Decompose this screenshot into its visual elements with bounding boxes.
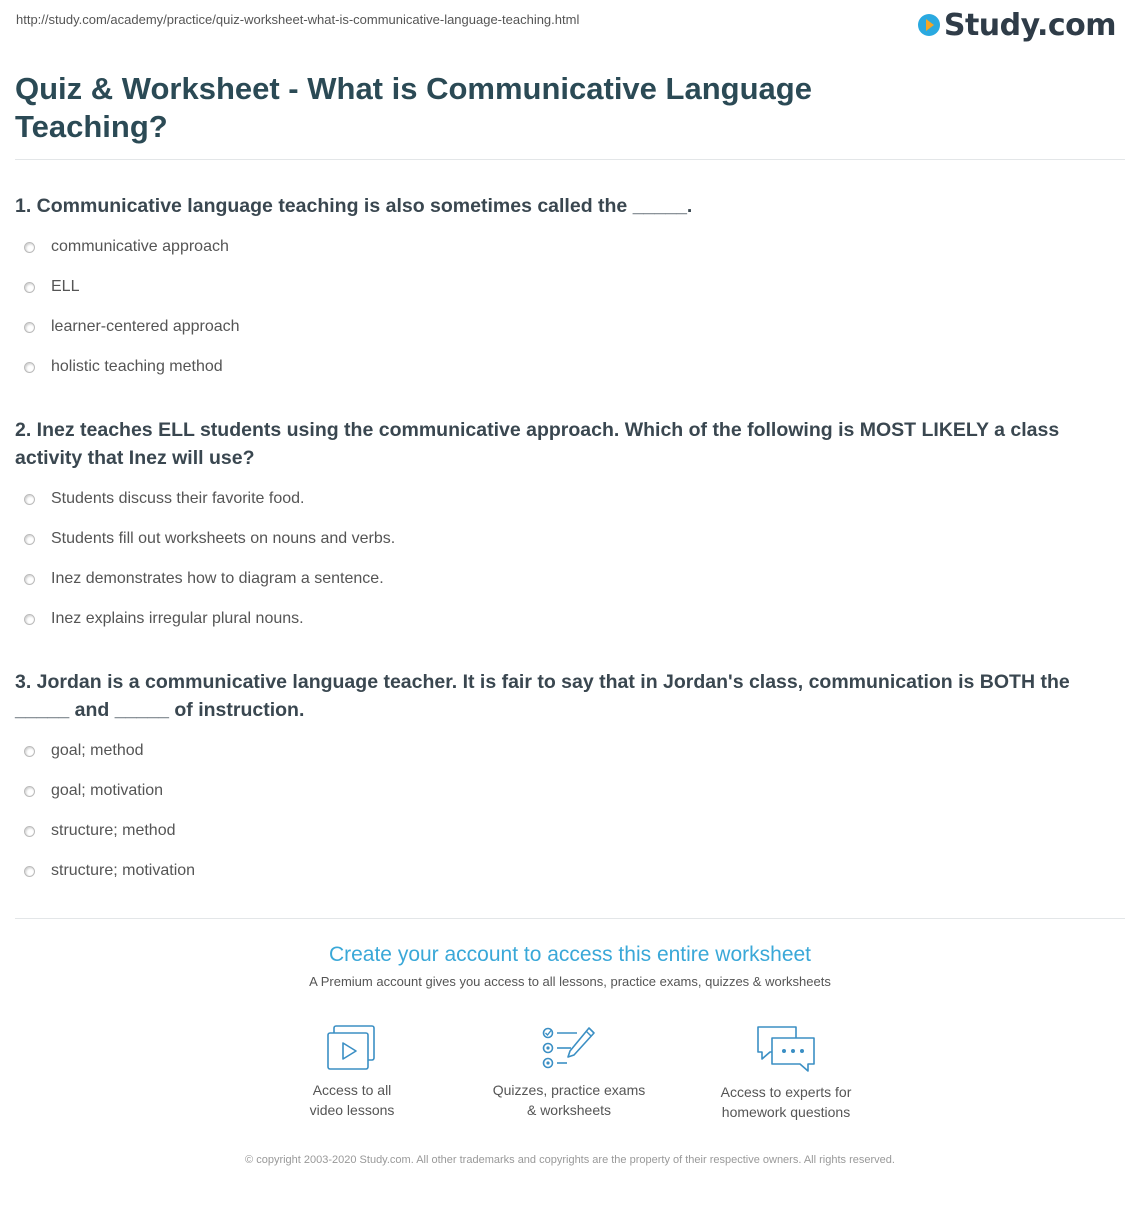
answer-options <box>15 731 1125 891</box>
feature-label-line: Access to all <box>312 1082 392 1098</box>
chat-bubbles-icon <box>754 1024 818 1074</box>
feature-label-line: homework questions <box>721 1104 851 1120</box>
question-1 <box>15 192 1125 387</box>
answer-option[interactable] <box>15 307 1125 347</box>
option-label: Inez explains irregular plural nouns. <box>51 610 304 627</box>
page-title: Quiz & Worksheet - What is Communicative Language Teaching? <box>15 71 812 144</box>
logo-text: Study.com <box>943 7 1116 43</box>
copyright-notice: © copyright 2003-2020 Study.com. All other trademarks and copyrights are the property of their respective owners. All rights reserved. <box>245 1154 895 1166</box>
feature-experts <box>686 1024 886 1122</box>
question-text: 3. Jordan is a communicative language teacher. It is fair to say that in Jordan's class, communication is BOTH the _____ and _____ of instruction. <box>15 671 1070 721</box>
radio-button-icon[interactable] <box>24 282 35 293</box>
answer-option[interactable] <box>15 227 1125 267</box>
radio-button-icon[interactable] <box>24 614 35 625</box>
radio-button-icon[interactable] <box>24 786 35 797</box>
answer-option[interactable] <box>15 267 1125 307</box>
radio-button-icon[interactable] <box>24 494 35 505</box>
cta-title-link[interactable]: Create your account to access this entire worksheet <box>328 943 812 966</box>
feature-quizzes <box>469 1024 669 1120</box>
answer-option[interactable] <box>15 559 1125 599</box>
option-label: Students discuss their favorite food. <box>51 490 305 507</box>
question-text: 1. Communicative language teaching is also sometimes called the _____. <box>15 195 693 217</box>
answer-option[interactable] <box>15 599 1125 639</box>
option-label: holistic teaching method <box>51 358 223 375</box>
radio-button-icon[interactable] <box>24 242 35 253</box>
answer-option[interactable] <box>15 811 1125 851</box>
content-divider <box>15 918 1125 919</box>
feature-video-lessons <box>252 1024 452 1120</box>
feature-label-line: & worksheets <box>526 1102 612 1118</box>
option-label: goal; method <box>51 742 144 759</box>
radio-button-icon[interactable] <box>24 574 35 585</box>
study-logo[interactable] <box>918 6 1116 44</box>
answer-option[interactable] <box>15 731 1125 771</box>
play-logo-icon <box>918 14 940 36</box>
radio-button-icon[interactable] <box>24 746 35 757</box>
answer-options <box>15 227 1125 387</box>
radio-button-icon[interactable] <box>24 322 35 333</box>
option-label: goal; motivation <box>51 782 164 799</box>
question-2 <box>15 416 1125 639</box>
feature-label-line: Access to experts for <box>720 1084 852 1100</box>
option-label: communicative approach <box>51 238 229 255</box>
feature-label-line: video lessons <box>309 1102 395 1118</box>
radio-button-icon[interactable] <box>24 534 35 545</box>
radio-button-icon[interactable] <box>24 362 35 373</box>
radio-button-icon[interactable] <box>24 866 35 877</box>
signup-cta <box>0 942 1140 989</box>
answer-options <box>15 479 1125 639</box>
question-text: 2. Inez teaches ELL students using the communicative approach. Which of the following is MOST LIKELY a class activity that Inez will use? <box>15 419 1060 469</box>
option-label: learner-centered approach <box>51 318 240 335</box>
option-label: structure; method <box>51 822 176 839</box>
answer-option[interactable] <box>15 851 1125 891</box>
answer-option[interactable] <box>15 519 1125 559</box>
answer-option[interactable] <box>15 479 1125 519</box>
quiz-checklist-icon <box>541 1024 597 1072</box>
page-url: http://study.com/academy/practice/quiz-worksheet-what-is-communicative-language-teaching.html <box>16 12 580 27</box>
answer-option[interactable] <box>15 347 1125 387</box>
option-label: ELL <box>51 278 80 295</box>
option-label: structure; motivation <box>51 862 196 879</box>
question-3 <box>15 668 1125 891</box>
video-lesson-icon <box>326 1024 378 1072</box>
option-label: Students fill out worksheets on nouns and verbs. <box>51 530 396 547</box>
answer-option[interactable] <box>15 771 1125 811</box>
option-label: Inez demonstrates how to diagram a sentence. <box>51 570 384 587</box>
header-divider <box>15 159 1125 160</box>
feature-label-line: Quizzes, practice exams <box>492 1082 646 1098</box>
cta-subtitle: A Premium account gives you access to all lessons, practice exams, quizzes & worksheets <box>309 974 831 989</box>
radio-button-icon[interactable] <box>24 826 35 837</box>
